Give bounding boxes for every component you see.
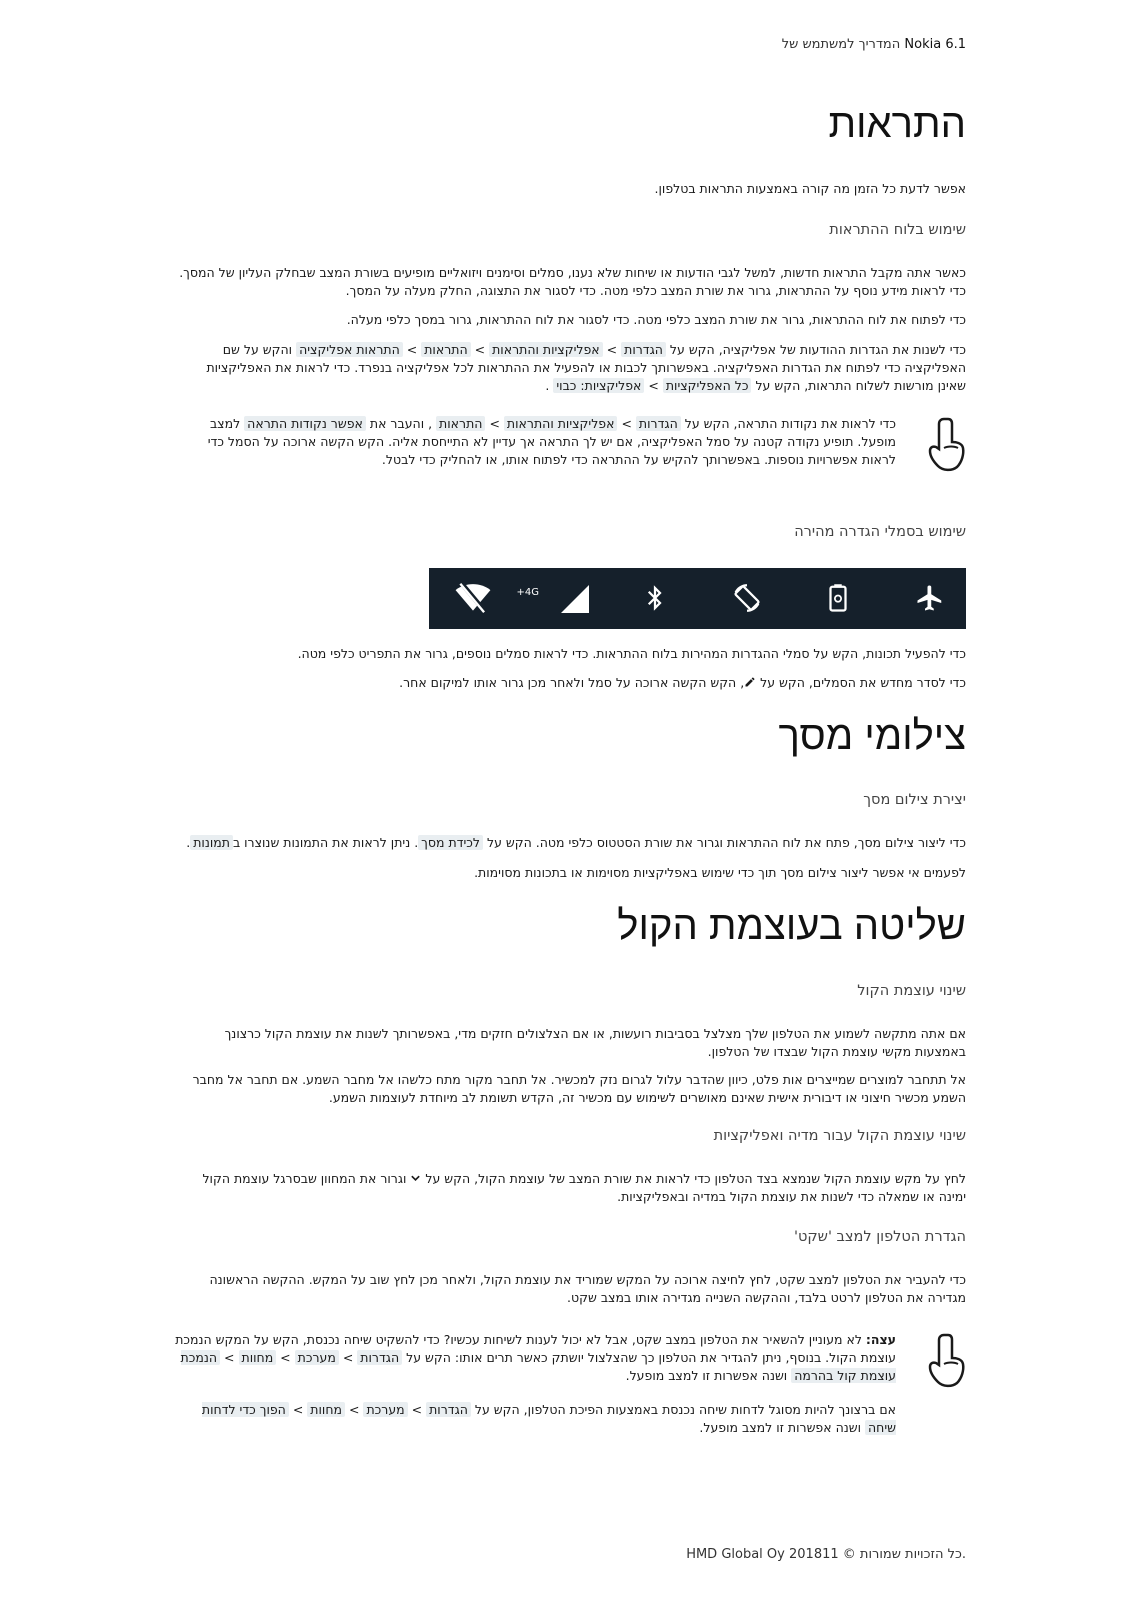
paragraph-volume-2: אל תתחבר למוצרים שמייצרים אות פלט, כיוון שהדבר עלול לגרום נזק למכשיר. אל תחבר מקור מתח כלשהו אל מחבר השמע. אם תחבר אל מחבר השמע מכשיר חיצוני או דיבורית אישית שאינם מאושרים לשימוש עם מכשיר זה, הקדש תשומת לב מיוחדת לעוצמות השמע. <box>192 1072 966 1105</box>
svg-text:4G+: 4G+ <box>516 587 539 598</box>
section-title-volume: שליטה בעוצמת הקול <box>617 904 966 948</box>
ui-term: הגדרות <box>621 342 666 357</box>
ui-term: הגדרות <box>636 416 681 431</box>
paragraph-screenshots-1: כדי ליצור צילום מסך, פתח את לוח ההתראות וגרור את שורת הסטטוס כלפי מטה. הקש על לכידת מסך. ניתן לראות את התמונות שנוצרו בתמונות. <box>186 835 966 850</box>
notifications-intro: אפשר לדעת כל הזמן מה קורה באמצעות התראות בטלפון. <box>654 181 966 196</box>
ui-term: הנמכת עוצמת קול בהרמה <box>180 1350 896 1383</box>
pointing-hand-icon <box>926 1331 966 1391</box>
footer-copyright: © 201811 HMD Global Oy <box>686 1547 856 1562</box>
ui-term: אפליקציות: כבוי <box>553 378 644 393</box>
subheading-silent-mode: הגדרת הטלפון למצב 'שקט' <box>794 1229 966 1245</box>
section-title-screenshots: צילומי מסך <box>778 714 966 758</box>
airplane-icon <box>910 580 950 616</box>
paragraph-volume-1: אם אתה מתקשה לשמוע את הטלפון שלך מצלצל בסביבות רועשות, או אם הצלצולים חזקים מדי, באפשרותך לשנות את עוצמת הקול כרצונך באמצעות מקשי עוצמת הקול שבצדו של הטלפון. <box>224 1026 966 1059</box>
subheading-notification-panel: שימוש בלוח ההתראות <box>829 222 966 238</box>
ui-term: אפליקציות והתראות <box>489 342 603 357</box>
pointing-hand-icon <box>926 415 966 475</box>
ui-term: אפשר נקודות התראה <box>244 416 366 431</box>
paragraph-notifications-3: כדי לשנות את הגדרות ההודעות של אפליקציה, הקש על הגדרות > אפליקציות והתראות > התראות > התראות אפליקציה והקש על שם האפליקציה כדי לפתוח את הגדרות האפליקציה. באפשרותך לכבות או להפעיל את ההתראות לכל אפליקציה בנפרד. כדי לראות את האפליקציות שאינן מורשות לשלוח התראות, הקש על כל האפליקציות > אפליקציות: כבוי . <box>206 342 966 393</box>
ui-term: מערכת <box>363 1402 407 1417</box>
ui-term: התראות <box>421 342 470 357</box>
running-header <box>782 37 966 52</box>
paragraph-notifications-1: כאשר אתה מקבל התראות חדשות, למשל לגבי הודעות או שיחות שלא נענו, סמלים וסימנים ויזואליים מופיעים בשורת המצב שבחלק העליון של המסך. כדי לראות מידע נוסף על ההתראות, גרור את שורת המצב כלפי מטה. כדי לסגור את התצוגה, החלק מעלה על המסך. <box>179 265 966 298</box>
ui-term: הגדרות <box>426 1402 471 1417</box>
ui-term: הפוך כדי לדחות שיחה <box>201 1402 896 1435</box>
paragraph-notifications-2: כדי לפתוח את לוח ההתראות, גרור את שורת המצב כלפי מטה. כדי לסגור את לוח ההתראות, גרור במסך כלפי מעלה. <box>346 312 966 327</box>
footer-rights: .כל הזכויות שמורות <box>859 1547 966 1562</box>
tip-text: כדי לראות את נקודות התראה, הקש על הגדרות > אפליקציות והתראות > התראות , והעבר את אפשר נקודות התראה למצב מופעל. תופיע נקודה קטנה על סמל האפליקציה, אם יש לך התראה אך עדיין לא התייחסת אליה. הקש הקשה ארוכה על הסמל כדי לראות אפשרויות נוספות. באפשרותך להקיש על ההתראה כדי לפתוח אותו, או להחליק כדי לבטל. <box>207 416 896 467</box>
tip-text-2: אם ברצונך להיות מסוגל לדחות שיחה נכנסת באמצעות הפיכת הטלפון, הקש על הגדרות > מערכת > מחוות > הפוך כדי לדחות שיחה ושנה אפשרות זו למצב מופעל. <box>201 1402 896 1435</box>
paragraph-quick-settings-2: כדי לסדר מחדש את הסמלים, הקש על , הקש הקשה ארוכה על סמל ולאחר מכן גרור אותו למיקום אחר. <box>399 675 966 690</box>
signal-4g-icon <box>516 580 598 616</box>
tip-text-1: עצה: לא מעוניין להשאיר את הטלפון במצב שקט, אבל לא יכול לענות לשיחות עכשיו? כדי להשקיט שיחה נכנסת, הקש על המקש הנמכת עוצמת הקול. בנוסף, ניתן להגדיר את הטלפון כך שהצלצול יושתק כאשר תרים אותו: הקש על הגדרות > מערכת > מחוות > הנמכת עוצמת קול בהרמה ושנה אפשרות זו למצב מופעל. <box>175 1332 896 1383</box>
header-title: המדריך למשתמש של <box>781 37 901 52</box>
pencil-icon <box>744 676 756 688</box>
ui-term: אפליקציות והתראות <box>504 416 618 431</box>
footer <box>686 1547 966 1562</box>
ui-term: הגדרות <box>357 1350 402 1365</box>
ui-term: מערכת <box>295 1350 339 1365</box>
bluetooth-icon <box>635 580 675 616</box>
ui-term: התראות אפליקציה <box>296 342 403 357</box>
subheading-change-volume: שינוי עוצמת הקול <box>857 983 966 999</box>
paragraph-quick-settings-1: כדי להפעיל תכונות, הקש על סמלי ההגדרות המהירות בלוח ההתראות. כדי לראות סמלים נוספים, גרור את התפריט כלפי מטה. <box>297 646 966 661</box>
ui-term: מחוות <box>307 1402 345 1417</box>
subheading-create-screenshot: יצירת צילום מסך <box>863 792 966 808</box>
paragraph-screenshots-2: לפעמים אי אפשר ליצור צילום מסך תוך כדי שימוש באפליקציות מסוימות או בתכונות מסוימות. <box>474 865 966 880</box>
quick-settings-bar <box>429 568 966 629</box>
subheading-media-volume: שינוי עוצמת הקול עבור מדיה ואפליקציות <box>713 1128 966 1144</box>
auto-rotate-icon <box>727 580 767 616</box>
ui-term: התראות <box>436 416 485 431</box>
paragraph-silent-mode: כדי להעביר את הטלפון למצב שקט, לחץ לחיצה ארוכה על המקש שמוריד את עוצמת הקול, ולאחר מכן לחץ שוב על המקש. ההקשה הראשונה מגדירה את הטלפון לרטט בלבד, וההקשה השנייה מגדירה אותו במצב שקט. <box>209 1272 966 1305</box>
header-brand: Nokia 6.1 <box>904 37 966 52</box>
ui-term: כל האפליקציות <box>663 378 752 393</box>
battery-saver-icon <box>818 580 858 616</box>
ui-term: מחוות <box>239 1350 277 1365</box>
paragraph-media-volume: לחץ על מקש עוצמת הקול שנמצא בצד הטלפון כדי לראות את שורת המצב של עוצמת הקול, הקש על וגרור את המחוון שבסרגל עוצמת הקול ימינה או שמאלה כדי לשנות את עוצמת הקול במדיה ובאפליקציות. <box>202 1171 966 1204</box>
ui-term: תמונות <box>190 835 233 850</box>
section-title-notifications: התראות <box>828 102 966 146</box>
ui-term: לכידת מסך <box>418 835 483 850</box>
wifi-off-icon <box>453 580 493 616</box>
subheading-quick-settings: שימוש בסמלי הגדרה מהירה <box>794 524 966 540</box>
chevron-down-icon <box>410 1173 421 1183</box>
